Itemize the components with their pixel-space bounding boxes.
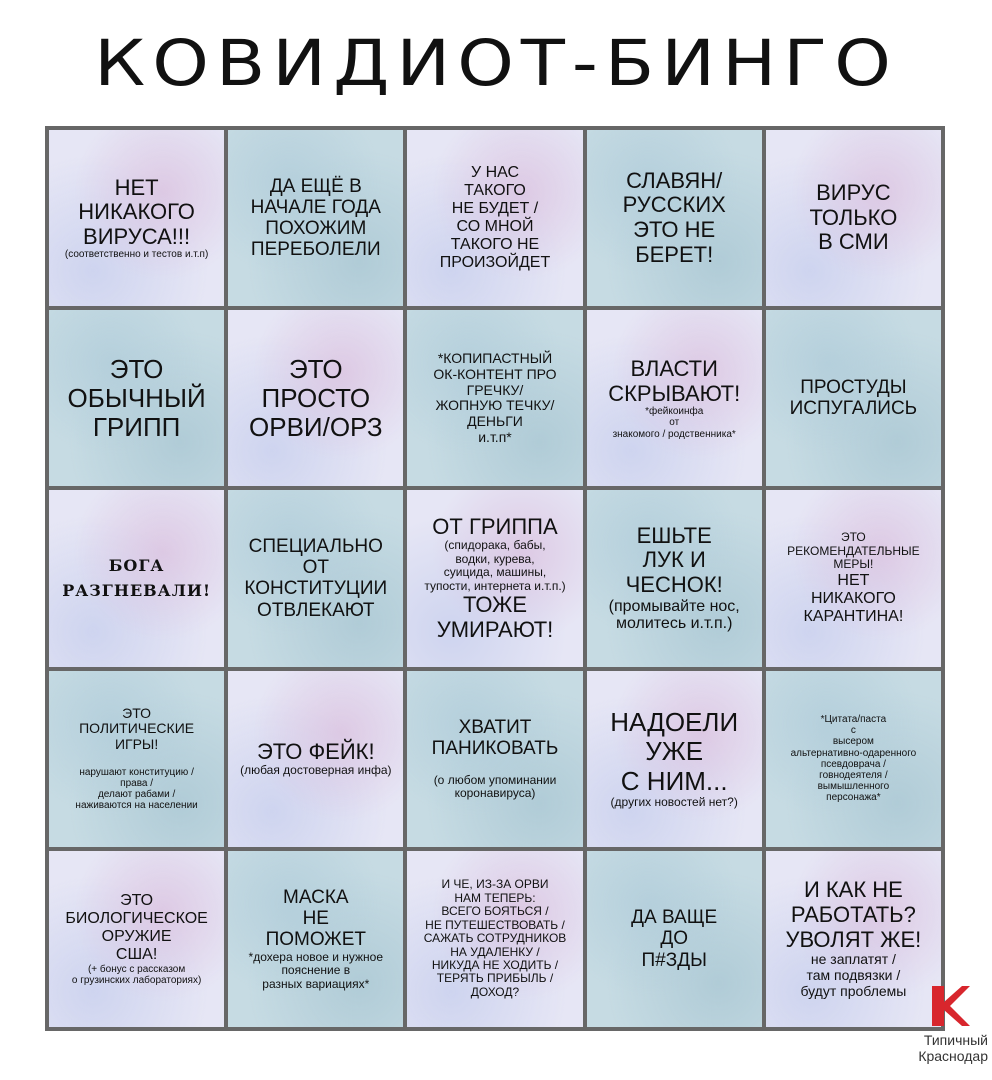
cell-line: ВИРУСА!!! bbox=[83, 223, 191, 249]
cell-line: ОТВЛЕКАЮТ bbox=[257, 599, 375, 621]
cell-line: РАБОТАТЬ? bbox=[790, 902, 916, 928]
page-title: КОВИДИОТ-БИНГО bbox=[94, 26, 898, 100]
cell-note: персонажа* bbox=[826, 792, 881, 804]
cell-note: водки, курева, bbox=[455, 551, 535, 566]
cell-line: ОТ ГРИППА bbox=[432, 513, 558, 539]
bingo-cell-no-quarantine[interactable] bbox=[766, 490, 941, 666]
cell-line: *КОПИПАСТНЫЙ bbox=[437, 350, 553, 367]
cell-note: псевдоврача / bbox=[820, 758, 886, 770]
cell-line: ЧЕСНОК! bbox=[625, 571, 723, 597]
bingo-cell-constitution-distraction[interactable] bbox=[228, 490, 403, 666]
bingo-cell-pseudo-doctor-quote[interactable] bbox=[766, 671, 941, 847]
cell-line: ЭТО НЕ bbox=[633, 217, 716, 243]
cell-line: МЕРЫ! bbox=[833, 557, 874, 572]
cell-line: СПЕЦИАЛЬНО bbox=[248, 535, 383, 557]
cell-line: МАСКА bbox=[283, 886, 349, 908]
cell-line: НАМ ТЕПЕРЬ: bbox=[454, 890, 536, 905]
cell-line: П#ЗДЫ bbox=[641, 949, 707, 971]
cell-note: наживаются на населении bbox=[75, 800, 198, 812]
cell-line: УЖЕ bbox=[645, 736, 704, 767]
cell-line: ТОЛЬКО bbox=[809, 204, 898, 230]
cell-note: (о любом упоминании bbox=[433, 772, 557, 787]
bingo-cell-scared-of-cold[interactable] bbox=[766, 310, 941, 486]
cell-line: ИГРЫ! bbox=[114, 736, 159, 753]
bingo-grid bbox=[45, 126, 945, 1031]
cell-line: РУССКИХ bbox=[622, 192, 726, 218]
bingo-cell-mask-wont-help[interactable] bbox=[228, 851, 403, 1027]
cell-line: САЖАТЬ СОТРУДНИКОВ bbox=[423, 931, 567, 946]
cell-note: от bbox=[669, 417, 680, 429]
cell-note: о грузинских лабораториях) bbox=[71, 974, 202, 986]
cell-line: ЭТО bbox=[109, 353, 164, 384]
red-k-logo-icon bbox=[928, 984, 972, 1028]
cell-line: ВЛАСТИ bbox=[630, 355, 718, 381]
cell-line: ОТ bbox=[302, 557, 329, 579]
cell-line: НИКАКОГО bbox=[810, 589, 896, 607]
cell-line: и.т.п* bbox=[478, 428, 512, 445]
cell-note: права / bbox=[120, 778, 154, 790]
cell-line: США! bbox=[115, 945, 158, 963]
cell-note: делают рабами / bbox=[97, 789, 176, 801]
cell-note: альтернативно-одаренного bbox=[790, 747, 917, 759]
cell-line: НАЧАЛЕ ГОДА bbox=[250, 196, 381, 218]
cell-line: ТАКОГО bbox=[464, 182, 526, 200]
cell-note: *дохера новое и нужное bbox=[248, 949, 384, 964]
cell-note: (+ бонус с рассказом bbox=[87, 963, 186, 975]
cell-line: ЭТО bbox=[841, 530, 866, 545]
bingo-cell-wont-happen-here[interactable] bbox=[407, 130, 582, 306]
cell-line: НЕ bbox=[302, 908, 329, 930]
cell-line: РАЗГНЕВАЛИ! bbox=[62, 581, 211, 601]
bingo-cell-its-fake[interactable] bbox=[228, 671, 403, 847]
cell-note: с bbox=[850, 725, 856, 737]
cell-note: там подвязки / bbox=[806, 966, 901, 983]
cell-line: НЕ БУДЕТ / bbox=[451, 200, 539, 218]
cell-line: ГРИПП bbox=[92, 411, 181, 442]
cell-line: В СМИ bbox=[818, 229, 889, 255]
cell-line: ВСЕГО БОЯТЬСЯ / bbox=[441, 904, 549, 919]
brand-line-2: Краснодар bbox=[918, 1048, 988, 1065]
bingo-cell-no-virus[interactable] bbox=[49, 130, 224, 306]
cell-line: БЕРЕТ! bbox=[635, 241, 714, 267]
cell-line: ЖОПНУЮ ТЕЧКУ/ bbox=[435, 397, 555, 414]
cell-note: молитесь и.т.п.) bbox=[615, 615, 733, 633]
cell-note: (других новостей нет?) bbox=[610, 794, 738, 809]
cell-line: ПОХОЖИМ bbox=[265, 218, 367, 240]
cell-line: ОРВИ/ОРЗ bbox=[249, 411, 383, 442]
cell-note: будут проблемы bbox=[800, 982, 907, 999]
cell-line: БИОЛОГИЧЕСКОЕ bbox=[65, 909, 208, 927]
bingo-cell-flu-also-kills[interactable] bbox=[407, 490, 582, 666]
bingo-cell-only-in-media[interactable] bbox=[766, 130, 941, 306]
bingo-cell-bioweapon[interactable] bbox=[49, 851, 224, 1027]
cell-line: ОРУЖИЕ bbox=[101, 927, 172, 945]
bingo-cell-tired-of-it[interactable] bbox=[587, 671, 762, 847]
cell-note: говнодеятеля / bbox=[819, 769, 888, 781]
cell-note: нарушают конституцию / bbox=[79, 766, 194, 778]
cell-line: ВИРУС bbox=[816, 180, 891, 206]
cell-line: ТОЖЕ bbox=[462, 592, 528, 618]
bingo-cell-angered-god[interactable] bbox=[49, 490, 224, 666]
cell-note: *фейкоинфа bbox=[645, 406, 704, 418]
cell-line: ПЕРЕБОЛЕЛИ bbox=[250, 239, 381, 261]
cell-note: разных вариациях* bbox=[262, 976, 370, 991]
cell-note: (промывайте нос, bbox=[608, 597, 740, 615]
cell-note: знакомого / родственника* bbox=[612, 428, 736, 440]
cell-line: ПАНИКОВАТЬ bbox=[431, 738, 559, 760]
cell-note: коронавируса) bbox=[454, 785, 536, 800]
cell-line: СЛАВЯН/ bbox=[626, 167, 723, 193]
cell-line: НИКАКОГО bbox=[78, 199, 195, 225]
cell-note: вымышленного bbox=[817, 781, 890, 793]
bingo-cell-how-not-work[interactable] bbox=[766, 851, 941, 1027]
bingo-cell-slavs-immune[interactable] bbox=[587, 130, 762, 306]
cell-line: СО МНОЙ bbox=[456, 218, 534, 236]
cell-note: (спидорака, бабы, bbox=[444, 538, 546, 553]
cell-line: БОГА bbox=[108, 555, 165, 575]
cell-note: суицида, машины, bbox=[443, 565, 547, 580]
cell-line: У НАС bbox=[470, 164, 520, 182]
cell-line: ПРОИЗОЙДЕТ bbox=[439, 253, 551, 271]
cell-note: (любая достоверная инфа) bbox=[240, 763, 392, 778]
cell-line: НИКУДА НЕ ХОДИТЬ / bbox=[431, 958, 559, 973]
brand-line-1: Типичный bbox=[923, 1032, 988, 1048]
cell-note: высером bbox=[832, 736, 874, 748]
cell-line: УВОЛЯТ ЖЕ! bbox=[785, 926, 922, 952]
cell-line: С НИМ... bbox=[620, 765, 728, 796]
cell-note: *Цитата/паста bbox=[820, 713, 887, 725]
cell-line: КАРАНТИНА! bbox=[803, 607, 904, 625]
cell-line: НАДОЕЛИ bbox=[610, 707, 739, 738]
cell-line: СКРЫВАЮТ! bbox=[608, 380, 741, 406]
cell-line: КОНСТИТУЦИИ bbox=[244, 578, 388, 600]
cell-line: НЕ ПУТЕШЕСТВОВАТЬ / bbox=[425, 917, 565, 932]
cell-line: НА УДАЛЕНКУ / bbox=[450, 944, 540, 959]
bingo-cell-political-games[interactable] bbox=[49, 671, 224, 847]
cell-note: (соответственно и тестов и.т.п) bbox=[64, 249, 209, 261]
cell-note: не заплатят / bbox=[810, 951, 896, 968]
cell-line: ХВАТИТ bbox=[458, 716, 532, 738]
cell-line: НЕТ bbox=[837, 571, 870, 589]
bingo-cell-way-too-much[interactable] bbox=[587, 851, 762, 1027]
cell-line: ТАКОГО НЕ bbox=[450, 236, 540, 253]
bingo-cell-stop-panic[interactable] bbox=[407, 671, 582, 847]
cell-line: ДЕНЬГИ bbox=[467, 412, 523, 429]
cell-line: ЕШЬТЕ bbox=[636, 522, 712, 548]
cell-line: ГРЕЧКУ/ bbox=[466, 381, 524, 398]
cell-line: ЭТО bbox=[120, 891, 154, 909]
cell-line: ИСПУГАЛИСЬ bbox=[789, 398, 918, 420]
cell-line: ПРОСТУДЫ bbox=[800, 377, 907, 399]
bingo-cell-copypaste-content[interactable] bbox=[407, 310, 582, 486]
bingo-cell-just-flu[interactable] bbox=[49, 310, 224, 486]
cell-line: ОК-КОНТЕНТ ПРО bbox=[433, 365, 557, 382]
cell-line: ПРОСТО bbox=[261, 382, 371, 413]
bingo-cell-just-orvi[interactable] bbox=[228, 310, 403, 486]
cell-line: НЕТ bbox=[114, 174, 159, 200]
cell-line: ЭТО bbox=[288, 353, 343, 384]
cell-line: И КАК НЕ bbox=[803, 877, 903, 903]
brand-caption bbox=[908, 1032, 988, 1064]
cell-line: ЭТО ФЕЙК! bbox=[256, 738, 375, 764]
cell-line: ПОМОЖЕТ bbox=[265, 929, 367, 951]
cell-line: ДО bbox=[660, 928, 689, 950]
cell-note: тупости, интернета и.т.п.) bbox=[424, 578, 566, 593]
cell-line: ЭТО bbox=[122, 704, 152, 721]
cell-line: ДА ЕЩЁ В bbox=[269, 175, 362, 197]
bingo-cell-eat-garlic[interactable] bbox=[587, 490, 762, 666]
cell-line: И ЧЕ, ИЗ-ЗА ОРВИ bbox=[441, 877, 549, 892]
cell-line: ТЕРЯТЬ ПРИБЫЛЬ / ДОХОД? bbox=[436, 971, 554, 999]
cell-note: пояснение в bbox=[281, 963, 351, 978]
cell-line: ДА ВАЩЕ bbox=[631, 906, 718, 928]
bingo-cell-already-had-it[interactable] bbox=[228, 130, 403, 306]
cell-line: ОБЫЧНЫЙ bbox=[67, 382, 206, 413]
cell-line: ПОЛИТИЧЕСКИЕ bbox=[79, 720, 195, 737]
cell-line: РЕКОМЕНДАТЕЛЬНЫЕ bbox=[787, 543, 920, 558]
cell-line: УМИРАЮТ! bbox=[436, 616, 554, 642]
bingo-cell-authorities-hide[interactable] bbox=[587, 310, 762, 486]
bingo-cell-so-now-what[interactable] bbox=[407, 851, 582, 1027]
cell-line: ЛУК И bbox=[642, 547, 706, 573]
